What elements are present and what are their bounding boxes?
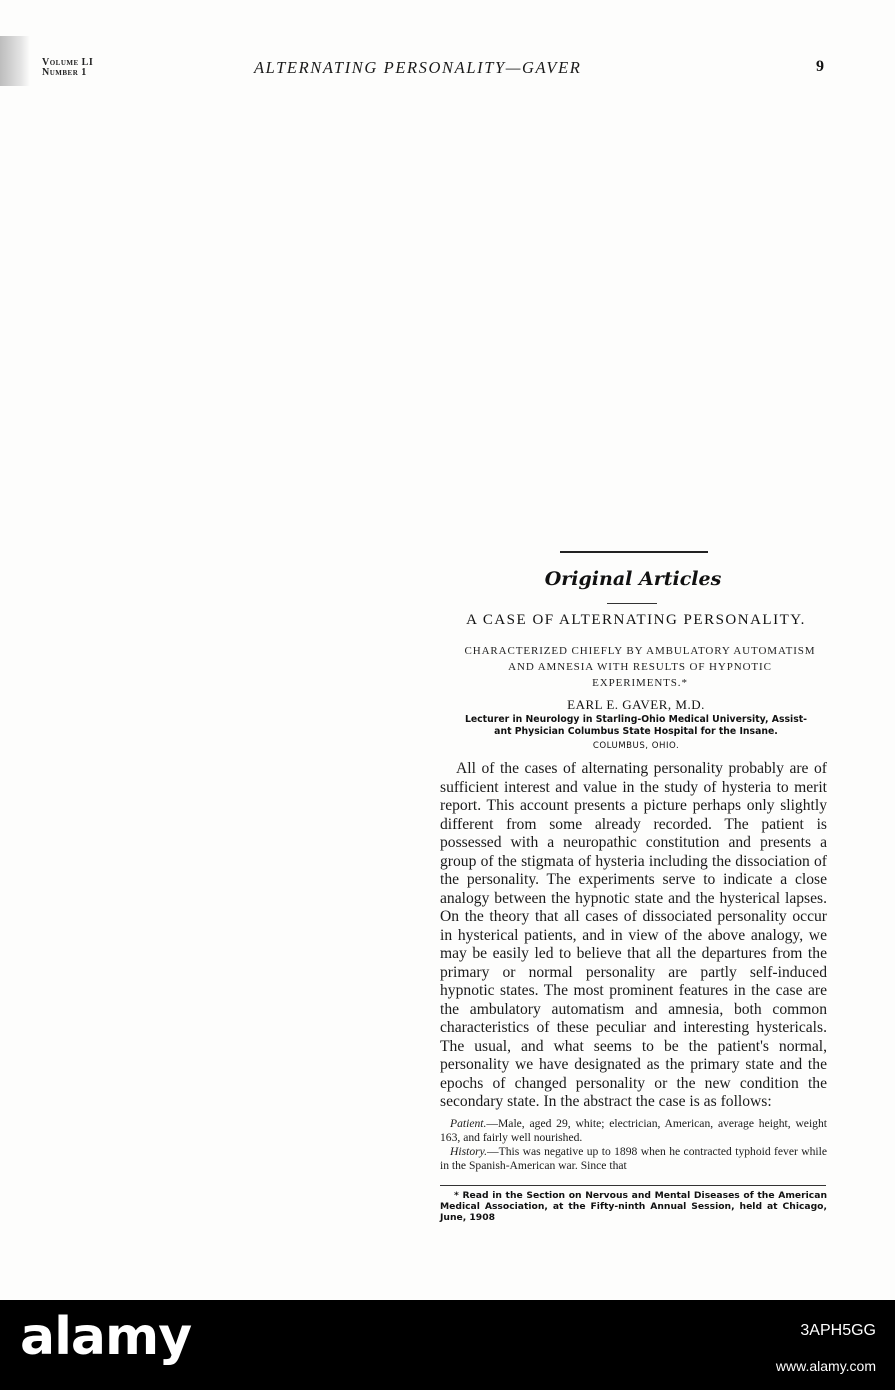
issue-number: Number 1 [42, 67, 87, 78]
title-rule [607, 603, 657, 604]
section-title: Original Articles [544, 568, 722, 590]
footnote: * Read in the Section on Nervous and Mental Diseases of the American Medical Association, at the Fifty-ninth Annual Session, held at Chicago, June, 1908 [440, 1190, 827, 1223]
affiliation-line: ant Physician Columbus State Hospital for the Insane. [494, 726, 778, 737]
subtitle-line: CHARACTERIZED CHIEFLY BY AMBULATORY AUTOMATISM [464, 645, 816, 657]
section-rule [560, 551, 708, 553]
history-text: —This was negative up to 1898 when he contracted typhoid fever while in the Spanish-American war. Since that [440, 1145, 827, 1172]
patient-text: —Male, aged 29, white; electrician, American, average height, weight 163, and fairly well nourished. [440, 1117, 827, 1144]
page-number: 9 [816, 58, 824, 75]
patient-paragraph [440, 1117, 827, 1144]
footnote-rule [440, 1185, 826, 1186]
author-affiliation [440, 714, 832, 738]
scan-shadow [0, 36, 30, 86]
article-title: A CASE OF ALTERNATING PERSONALITY. [466, 612, 806, 628]
article-subtitle [440, 643, 840, 691]
subtitle-line: AND AMNESIA WITH RESULTS OF HYPNOTIC [508, 661, 772, 673]
running-title: ALTERNATING PERSONALITY—GAVER [254, 58, 582, 77]
affiliation-line: Lecturer in Neurology in Starling-Ohio Medical University, Assist- [464, 714, 808, 725]
body-paragraph: All of the cases of alternating personality probably are of sufficient interest and value in the study of hysteria to merit report. This account presents a picture perhaps only slightly different from some already recorded. The patient is possessed with a neuropathic constitution and presents a group of the stigmata of hysteria including the dissociation of the personality. The experiments serve to indicate a close analogy between the hypnotic state and the hysterical lapses. On the theory that all cases of dissociated personality occur in hysterical patients, and in view of the above analogy, we may be easily led to believe that all the departures from the primary or normal personality are partly self-induced hypnotic states. The most prominent features in the case are the ambulatory automatism and amnesia, both common characteristics of these peculiar and interesting hystericals. The usual, and what seems to be the patient's normal, personality we have designated as the primary state and the epochs of changed personality or the new condition the secondary state. In the abstract the case is as follows: [440, 760, 827, 1110]
watermark-url: www.alamy.com [775, 1358, 876, 1374]
image-id: 3APH5GG [800, 1322, 876, 1339]
subtitle-line: EXPERIMENTS.* [592, 677, 688, 689]
author-name: EARL E. GAVER, M.D. [567, 697, 705, 712]
volume-label [42, 58, 93, 78]
alamy-logo: alamy [20, 1307, 192, 1367]
history-label: History. [450, 1145, 488, 1158]
patient-label: Patient. [450, 1117, 487, 1130]
history-paragraph [440, 1145, 827, 1172]
author-location: COLUMBUS, OHIO. [592, 741, 680, 751]
volume-number: Volume LI [42, 57, 94, 68]
